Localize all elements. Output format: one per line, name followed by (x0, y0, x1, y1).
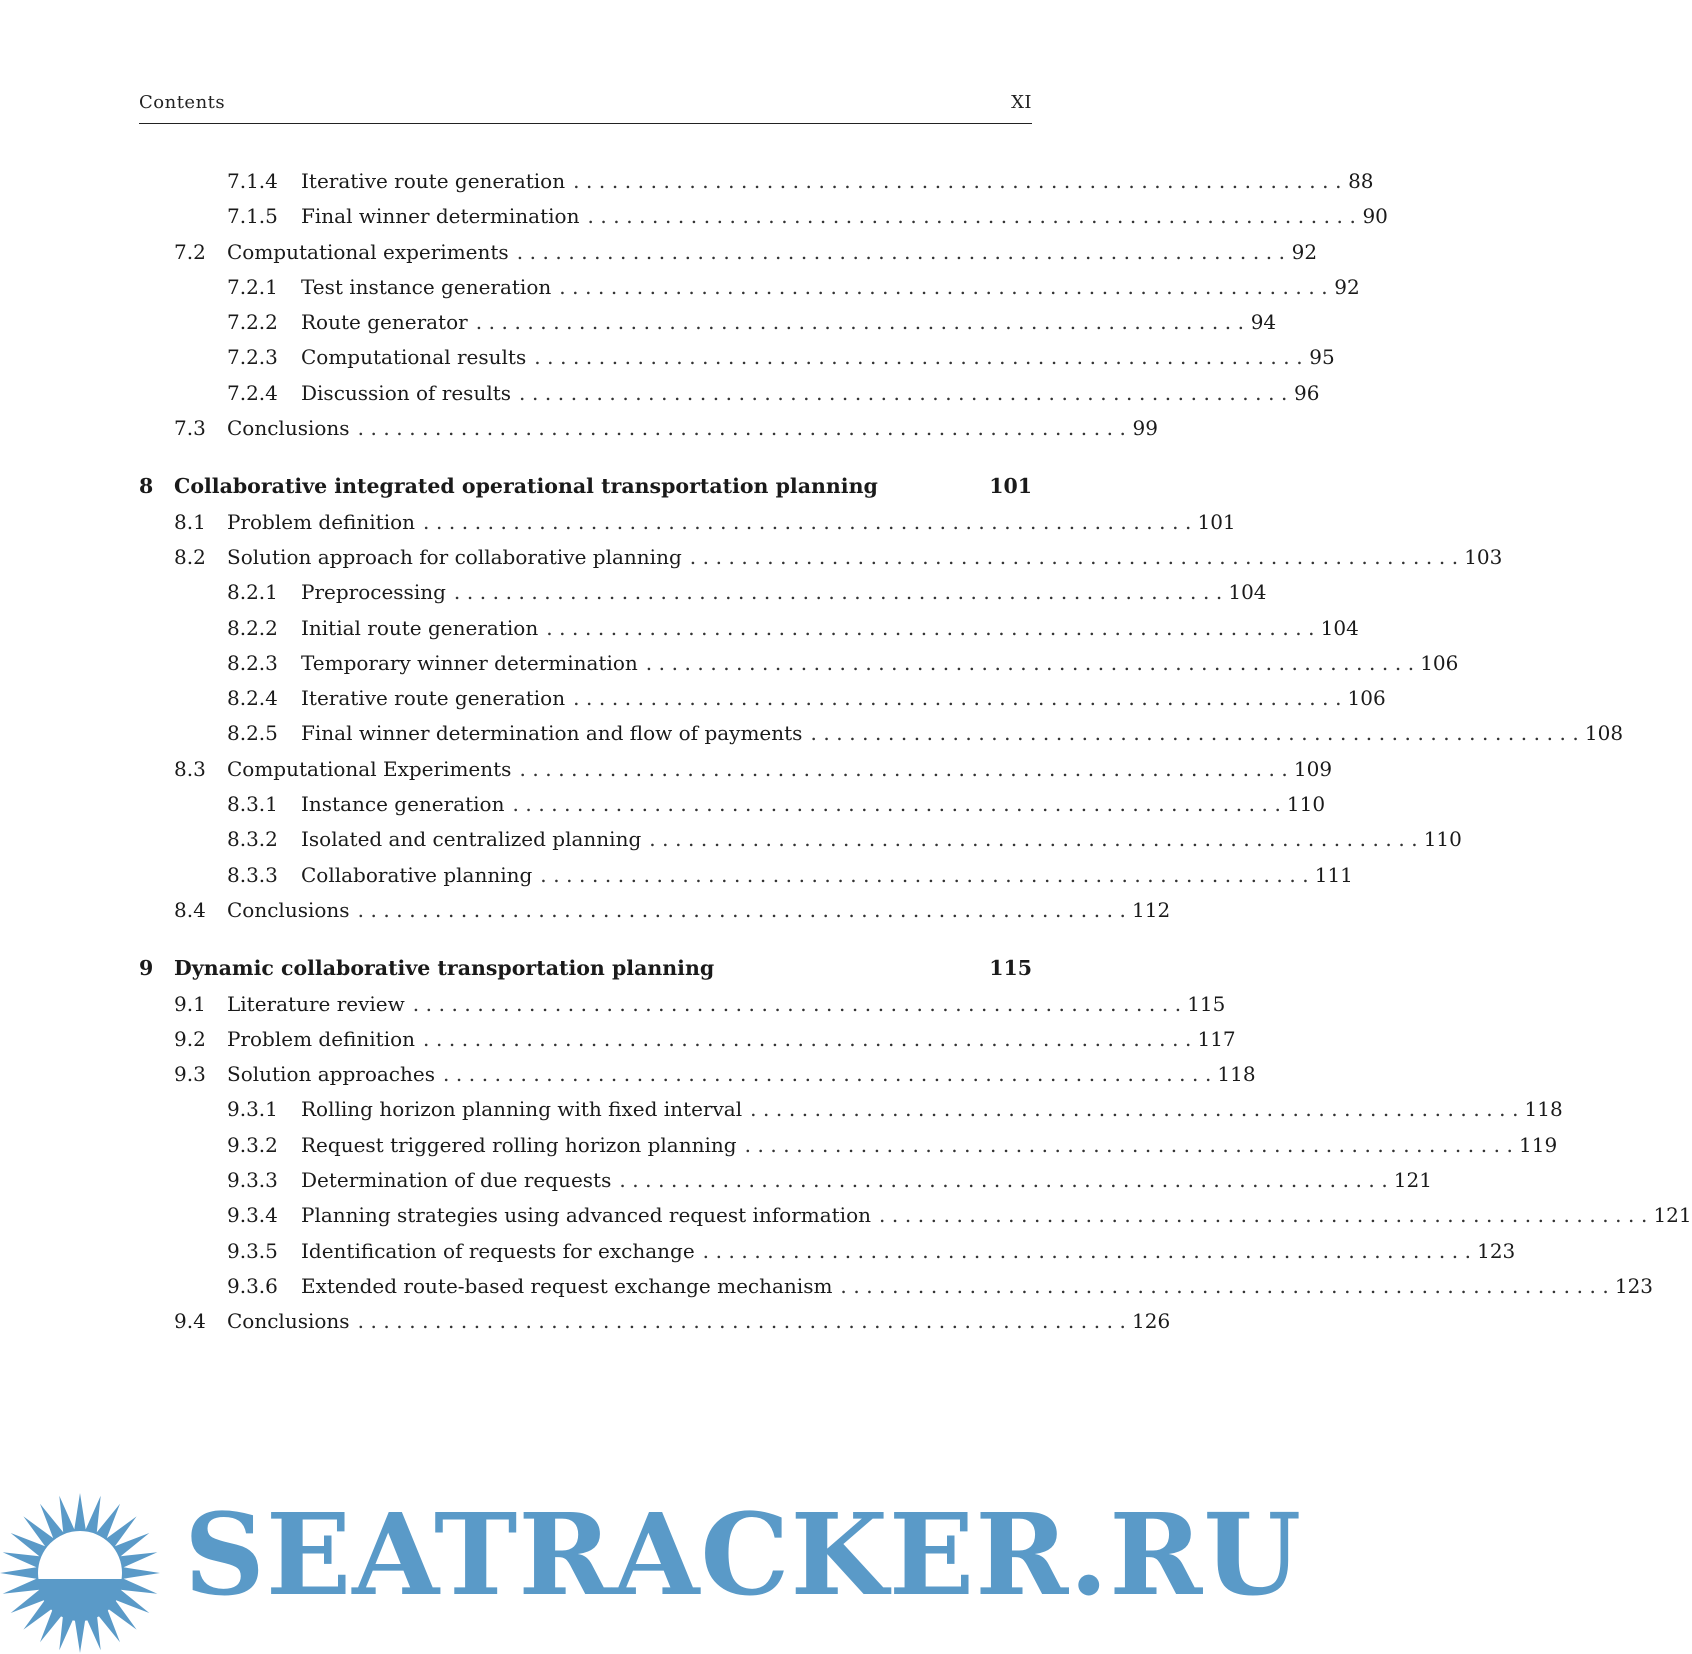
table-of-contents (139, 164, 1692, 1340)
toc-title: Final winner determination (301, 204, 580, 229)
toc-entry[interactable] (139, 1198, 1692, 1233)
toc-title: Discussion of results (301, 380, 512, 405)
toc-page: 92 (1334, 274, 1360, 299)
toc-number: 9.3.6 (227, 1273, 278, 1298)
toc-page: 118 (1524, 1097, 1563, 1122)
toc-page: 123 (1614, 1273, 1654, 1298)
toc-title: Iterative route generation (301, 169, 566, 193)
toc-number: 9 (139, 956, 154, 981)
toc-number: 8.1 (174, 509, 206, 534)
toc-page: 103 (1464, 544, 1503, 569)
toc-number: 8.2.5 (227, 721, 278, 746)
toc-entry[interactable] (139, 1163, 1432, 1198)
toc-title: Preprocessing (301, 580, 446, 605)
toc-number: 9.3 (174, 1062, 206, 1087)
toc-entry[interactable] (139, 340, 1335, 375)
toc-title: Collaborative planning (301, 862, 533, 887)
toc-title: Iterative route generation (301, 686, 566, 711)
dot-leader: . . . . . . . . . . . . . . . . . . . . . . . . . . . . . . . . . . . . . . . . . . . . . . . . . . . . . . . . . . . . (516, 239, 1286, 264)
running-head: Contents (139, 92, 226, 113)
toc-page: 88 (1348, 169, 1374, 193)
toc-entry[interactable] (139, 987, 1226, 1022)
toc-page: 110 (1423, 827, 1462, 852)
toc-number: 8.3.1 (227, 792, 278, 817)
toc-number: 8.2.2 (227, 615, 278, 640)
toc-page: 117 (1197, 1026, 1236, 1051)
toc-entry[interactable] (139, 858, 1353, 893)
toc-title: Conclusions (227, 897, 350, 922)
toc-page: 121 (1653, 1203, 1692, 1228)
toc-entry[interactable] (139, 540, 1503, 575)
toc-chapter[interactable] (139, 951, 1032, 986)
dot-leader: . . . . . . . . . . . . . . . . . . . . . . . . . . . . . . . . . . . . . . . . . . . . . . . . . . . . . . . . . . . . (619, 1168, 1388, 1193)
dot-leader: . . . . . . . . . . . . . . . . . . . . . . . . . . . . . . . . . . . . . . . . . . . . . . . . . . . . . . . . . . . . (702, 1238, 1472, 1263)
toc-title: Isolated and centralized planning (301, 827, 642, 852)
dot-leader: . . . . . . . . . . . . . . . . . . . . . . . . . . . . . . . . . . . . . . . . . . . . . . . . . . . . . . . . . . . . (689, 544, 1459, 569)
toc-page: 115 (1187, 991, 1226, 1016)
toc-title: Literature review (227, 991, 405, 1016)
toc-page: 104 (1320, 615, 1359, 640)
toc-entry[interactable] (139, 822, 1462, 857)
toc-entry[interactable] (139, 1128, 1558, 1163)
toc-number: 7.1.5 (227, 204, 278, 229)
toc-title: Solution approaches (227, 1062, 435, 1087)
dot-leader: . . . . . . . . . . . . . . . . . . . . . . . . . . . . . . . . . . . . . . . . . . . . . . . . . . . . . . . . . . . . (879, 1203, 1648, 1228)
page-header (139, 92, 1032, 113)
toc-number: 8.3 (174, 756, 206, 781)
toc-entry[interactable] (139, 681, 1386, 716)
toc-entry[interactable] (139, 376, 1320, 411)
toc-page: 90 (1362, 204, 1388, 229)
toc-page: 94 (1250, 310, 1277, 335)
dot-leader: . . . . . . . . . . . . . . . . . . . . . . . . . . . . . . . . . . . . . . . . . . . . . . . . . . . . . . . . . . . . (810, 721, 1579, 746)
toc-entry[interactable] (139, 1057, 1256, 1092)
sun-icon (0, 1493, 160, 1653)
dot-leader: . . . . . . . . . . . . . . . . . . . . . . . . . . . . . . . . . . . . . . . . . . . . . . . . . . . . . . . . . . . . (587, 204, 1356, 229)
dot-leader: . . . . . . . . . . . . . . . . . . . . . . . . . . . . . . . . . . . . . . . . . . . . . . . . . . . . . . . . . . . . (519, 380, 1288, 405)
toc-title: Solution approach for collaborative planning (227, 544, 682, 569)
dot-leader: . . . . . . . . . . . . . . . . . . . . . . . . . . . . . . . . . . . . . . . . . . . . . . . . . . . . . . . . . . . . (512, 792, 1281, 817)
toc-title: Planning strategies using advanced request information (301, 1203, 871, 1228)
dot-leader: . . . . . . . . . . . . . . . . . . . . . . . . . . . . . . . . . . . . . . . . . . . . . . . . . . . . . . . . . . . . (423, 1026, 1192, 1051)
toc-title: Route generator (301, 310, 468, 335)
toc-number: 7.2.3 (227, 345, 278, 370)
toc-title: Temporary winner determination (301, 650, 638, 675)
toc-entry[interactable] (139, 305, 1277, 340)
dot-leader: . . . . . . . . . . . . . . . . . . . . . . . . . . . . . . . . . . . . . . . . . . . . . . . . . . . . . . . . . . . . (412, 991, 1182, 1016)
toc-title: Problem definition (227, 509, 416, 534)
toc-number: 9.3.4 (227, 1203, 278, 1228)
toc-page: 92 (1291, 239, 1318, 264)
toc-number: 8.2.4 (227, 686, 278, 711)
dot-leader: . . . . . . . . . . . . . . . . . . . . . . . . . . . . . . . . . . . . . . . . . . . . . . . . . . . . . . . . . . . . (540, 862, 1309, 887)
toc-title: Instance generation (301, 792, 505, 817)
toc-page: 96 (1294, 380, 1320, 405)
toc-entry[interactable] (139, 752, 1333, 787)
toc-page: 112 (1132, 897, 1171, 922)
dot-leader: . . . . . . . . . . . . . . . . . . . . . . . . . . . . . . . . . . . . . . . . . . . . . . . . . . . . . . . . . . . . (475, 310, 1245, 335)
toc-number: 7.2.1 (227, 274, 278, 299)
toc-page: 106 (1347, 686, 1386, 711)
toc-page: 108 (1584, 721, 1624, 746)
toc-title: Computational Experiments (227, 756, 512, 781)
dot-leader: . . . . . . . . . . . . . . . . . . . . . . . . . . . . . . . . . . . . . . . . . . . . . . . . . . . . . . . . . . . . (453, 580, 1223, 605)
toc-entry[interactable] (139, 1269, 1654, 1304)
toc-number: 8.4 (174, 897, 206, 922)
toc-title: Determination of due requests (301, 1168, 612, 1193)
toc-page: 95 (1309, 345, 1335, 370)
dot-leader: . . . . . . . . . . . . . . . . . . . . . . . . . . . . . . . . . . . . . . . . . . . . . . . . . . . . . . . . . . . . (534, 345, 1303, 370)
toc-number: 9.3.1 (227, 1097, 278, 1122)
toc-number: 8.2.3 (227, 650, 278, 675)
toc-page: 123 (1477, 1238, 1516, 1263)
toc-entry[interactable] (139, 1092, 1563, 1127)
toc-number: 7.2.4 (227, 380, 278, 405)
toc-page: 106 (1420, 650, 1459, 675)
dot-leader: . . . . . . . . . . . . . . . . . . . . . . . . . . . . . . . . . . . . . . . . . . . . . . . . . . . . . . . . . . . . (519, 756, 1288, 781)
toc-number: 8.3.2 (227, 827, 278, 852)
toc-number: 7.2.2 (227, 310, 278, 335)
toc-entry[interactable] (139, 646, 1459, 681)
page-number-roman: XI (1011, 92, 1032, 113)
dot-leader: . . . . . . . . . . . . . . . . . . . . . . . . . . . . . . . . . . . . . . . . . . . . . . . . . . . . . . . . . . . . (559, 274, 1328, 299)
toc-number: 8.2 (174, 544, 206, 569)
toc-number: 9.3.3 (227, 1168, 278, 1193)
dot-leader: . . . . . . . . . . . . . . . . . . . . . . . . . . . . . . . . . . . . . . . . . . . . . . . . . . . . . . . . . . . . (840, 1273, 1609, 1298)
toc-page: 126 (1132, 1309, 1171, 1334)
toc-number: 9.1 (174, 991, 206, 1016)
toc-entry[interactable] (139, 716, 1624, 751)
header-rule (139, 123, 1032, 124)
toc-number: 9.4 (174, 1309, 206, 1334)
toc-page: 111 (1314, 862, 1353, 887)
toc-entry[interactable] (139, 575, 1267, 610)
dot-leader: . . . . . . . . . . . . . . . . . . . . . . . . . . . . . . . . . . . . . . . . . . . . . . . . . . . . . . . . . . . . (573, 686, 1342, 711)
toc-entry[interactable] (139, 893, 1171, 928)
toc-number: 8.2.1 (227, 580, 278, 605)
toc-entry[interactable] (139, 787, 1326, 822)
toc-entry[interactable] (139, 611, 1359, 646)
dot-leader: . . . . . . . . . . . . . . . . . . . . . . . . . . . . . . . . . . . . . . . . . . . . . . . . . . . . . . . . . . . . (357, 1309, 1126, 1334)
toc-page: 119 (1519, 1132, 1558, 1157)
toc-title: Conclusions (227, 1309, 350, 1334)
toc-entry[interactable] (139, 199, 1388, 234)
toc-title: Rolling horizon planning with fixed interval (301, 1097, 743, 1122)
toc-page: 101 (989, 474, 1032, 499)
toc-chapter[interactable] (139, 469, 1032, 504)
dot-leader: . . . . . . . . . . . . . . . . . . . . . . . . . . . . . . . . . . . . . . . . . . . . . . . . . . . . . . . . . . . . (573, 169, 1342, 193)
dot-leader: . . . . . . . . . . . . . . . . . . . . . . . . . . . . . . . . . . . . . . . . . . . . . . . . . . . . . . . . . . . . (357, 416, 1126, 441)
toc-page: 99 (1132, 416, 1158, 441)
toc-number: 9.3.2 (227, 1132, 278, 1157)
toc-number: 8 (139, 474, 154, 499)
toc-page: 109 (1293, 756, 1333, 781)
toc-page: 115 (989, 956, 1032, 981)
toc-page: 110 (1286, 792, 1326, 817)
dot-leader: . . . . . . . . . . . . . . . . . . . . . . . . . . . . . . . . . . . . . . . . . . . . . . . . . . . . . . . . . . . . (423, 509, 1192, 534)
dot-leader: . . . . . . . . . . . . . . . . . . . . . . . . . . . . . . . . . . . . . . . . . . . . . . . . . . . . . . . . . . . . (546, 615, 1315, 640)
dot-leader: . . . . . . . . . . . . . . . . . . . . . . . . . . . . . . . . . . . . . . . . . . . . . . . . . . . . . . . . . . . . (645, 650, 1415, 675)
toc-entry[interactable] (139, 270, 1360, 305)
toc-title: Problem definition (227, 1026, 416, 1051)
toc-title: Identification of requests for exchange (301, 1238, 695, 1263)
toc-page: 121 (1393, 1168, 1432, 1193)
toc-number: 7.1.4 (227, 169, 278, 193)
toc-title: Dynamic collaborative transportation planning (174, 956, 715, 981)
toc-page: 104 (1228, 580, 1267, 605)
toc-number: 9.2 (174, 1026, 206, 1051)
dot-leader: . . . . . . . . . . . . . . . . . . . . . . . . . . . . . . . . . . . . . . . . . . . . . . . . . . . . . . . . . . . . (649, 827, 1418, 852)
toc-title: Request triggered rolling horizon planning (301, 1132, 737, 1157)
toc-title: Collaborative integrated operational transportation planning (174, 474, 878, 499)
toc-page: 101 (1197, 509, 1236, 534)
toc-entry[interactable] (139, 1022, 1236, 1057)
toc-number: 9.3.5 (227, 1238, 278, 1263)
toc-number: 7.3 (174, 416, 206, 441)
toc-title: Test instance generation (301, 274, 552, 299)
dot-leader: . . . . . . . . . . . . . . . . . . . . . . . . . . . . . . . . . . . . . . . . . . . . . . . . . . . . . . . . . . . . (357, 897, 1126, 922)
toc-entry[interactable] (139, 164, 1374, 199)
watermark-text: SEATRACKER.RU (184, 1490, 1303, 1621)
dot-leader: . . . . . . . . . . . . . . . . . . . . . . . . . . . . . . . . . . . . . . . . . . . . . . . . . . . . . . . . . . . . (750, 1097, 1519, 1122)
toc-number: 8.3.3 (227, 862, 278, 887)
toc-entry[interactable] (139, 411, 1158, 446)
toc-entry[interactable] (139, 1234, 1516, 1269)
toc-page: 118 (1217, 1062, 1256, 1087)
toc-number: 7.2 (174, 239, 206, 264)
toc-title: Conclusions (227, 416, 350, 441)
toc-title: Final winner determination and flow of payments (301, 721, 803, 746)
toc-title: Computational results (301, 345, 527, 370)
dot-leader: . . . . . . . . . . . . . . . . . . . . . . . . . . . . . . . . . . . . . . . . . . . . . . . . . . . . . . . . . . . . (442, 1062, 1212, 1087)
dot-leader: . . . . . . . . . . . . . . . . . . . . . . . . . . . . . . . . . . . . . . . . . . . . . . . . . . . . . . . . . . . . (744, 1132, 1513, 1157)
toc-title: Computational experiments (227, 239, 509, 264)
toc-entry[interactable] (139, 1304, 1171, 1339)
toc-title: Initial route generation (301, 615, 539, 640)
toc-entry[interactable] (139, 505, 1236, 540)
toc-title: Extended route-based request exchange mechanism (301, 1273, 833, 1298)
toc-entry[interactable] (139, 235, 1318, 270)
